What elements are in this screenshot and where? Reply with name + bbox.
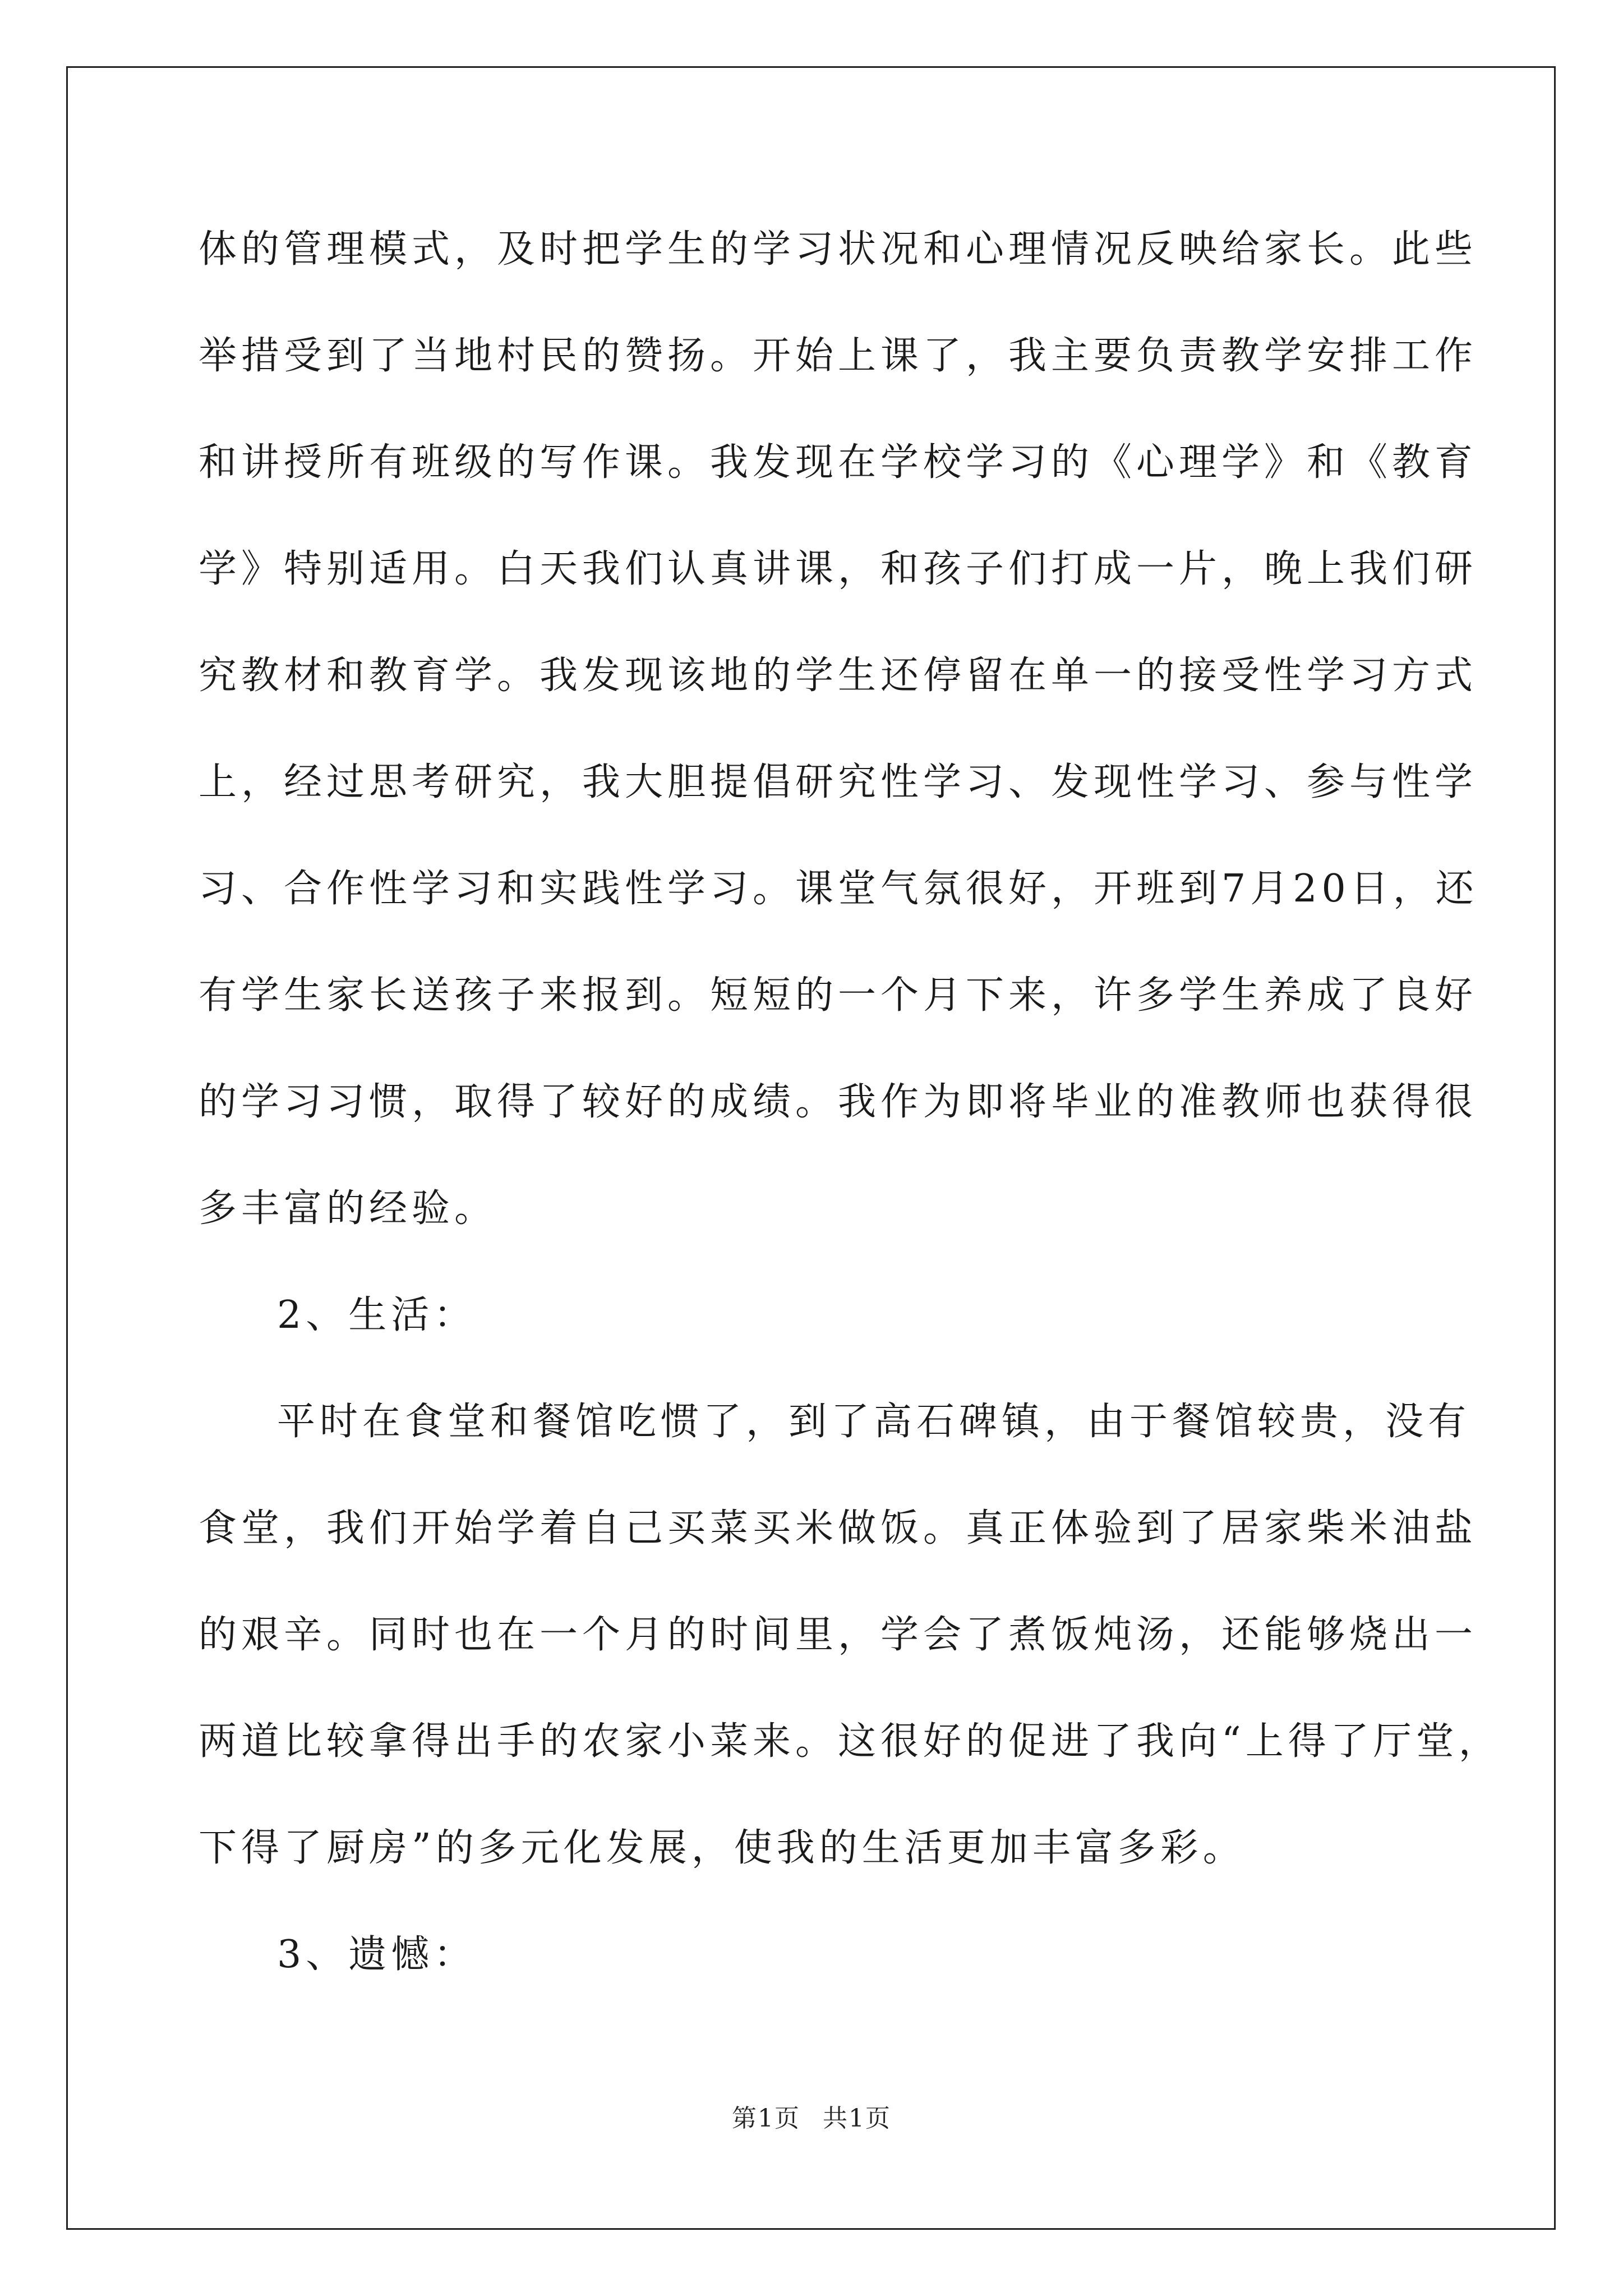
text-line: 的学习习惯，取得了较好的成绩。我作为即将毕业的准教师也获得很 <box>199 1080 1478 1124</box>
section-heading-life: 2、生活： <box>277 1293 477 1337</box>
text-line: 习、合作性学习和实践性学习。课堂气氛很好，开班到7月20日，还 <box>199 867 1478 911</box>
page-number: 第1页 <box>732 2104 800 2133</box>
text-line: 有学生家长送孩子来报到。短短的一个月下来，许多学生养成了良好 <box>199 973 1478 1018</box>
text-line: 上，经过思考研究，我大胆提倡研究性学习、发现性学习、参与性学 <box>199 760 1478 804</box>
text-line: 平时在食堂和餐馆吃惯了，到了高石碑镇，由于餐馆较贵，没有 <box>277 1400 1471 1444</box>
document-body <box>199 202 1501 2014</box>
text-line: 举措受到了当地村民的赞扬。开始上课了，我主要负责教学安排工作 <box>199 334 1478 378</box>
text-line: 多丰富的经验。 <box>199 1186 497 1231</box>
text-line: 和讲授所有班级的写作课。我发现在学校学习的《心理学》和《教育 <box>199 440 1478 485</box>
text-line: 下得了厨房”的多元化发展，使我的生活更加丰富多彩。 <box>199 1826 1246 1870</box>
text-line: 体的管理模式，及时把学生的学习状况和心理情况反映给家长。此些 <box>199 227 1478 272</box>
section-heading-regrets: 3、遗憾： <box>277 1932 477 1977</box>
text-line: 究教材和教育学。我发现该地的学生还停留在单一的接受性学习方式 <box>199 654 1478 698</box>
text-line: 的艰辛。同时也在一个月的时间里，学会了煮饭炖汤，还能够烧出一 <box>199 1613 1478 1657</box>
page-total: 共1页 <box>823 2104 891 2133</box>
text-line: 两道比较拿得出手的农家小菜来。这很好的促进了我向“上得了厅堂， <box>199 1719 1501 1764</box>
text-line: 学》特别适用。白天我们认真讲课，和孩子们打成一片，晚上我们研 <box>199 547 1478 591</box>
page-footer <box>0 2098 1623 2134</box>
text-line: 食堂，我们开始学着自己买菜买米做饭。真正体验到了居家柴米油盐 <box>199 1506 1478 1550</box>
